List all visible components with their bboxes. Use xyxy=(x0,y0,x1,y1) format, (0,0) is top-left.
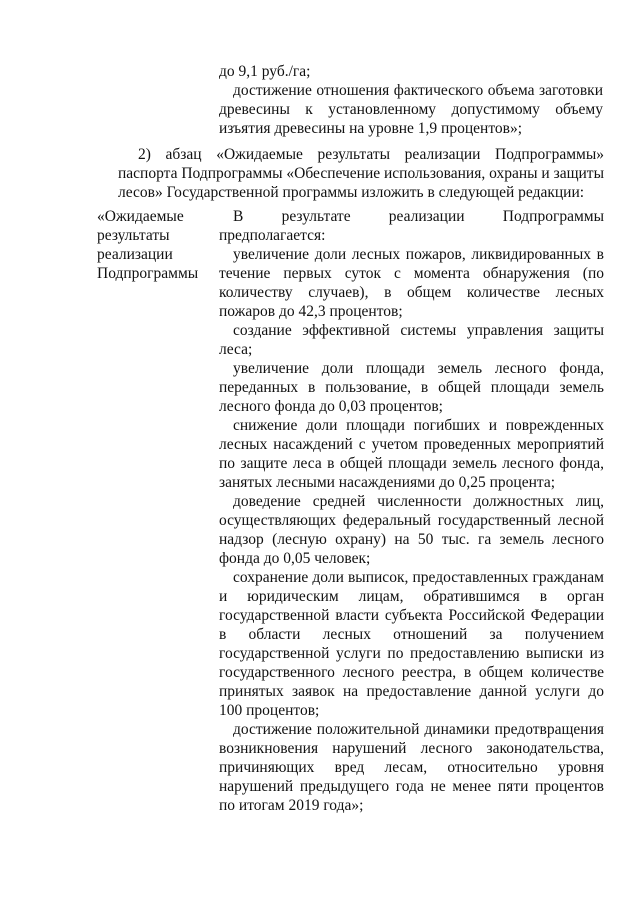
result-item-5: доведение средней численности должностных лиц, осуществляющих федеральный государственный лесной надзор (лесную охрану) на 50 тыс. га земель лесного фонда до 0,05 человек; xyxy=(219,493,604,567)
result-item-1: увеличение доли лесных пожаров, ликвидированных в течение первых суток с момента обнаружения (по количеству случаев), в общем количестве лесных пожаров до 42,3 процентов; xyxy=(219,246,604,320)
result-item-6: сохранение доли выписок, предоставленных гражданам и юридическим лицам, обратившимся в орган государственной власти субъекта Российской Федерации в области лесных отношений за получением государственной услуги по предоставлению выписки из государственного лесного реестра, в общем количестве принятых заявок на предоставление данной услуги до 100 процентов; xyxy=(219,569,604,719)
table-label-line-3: реализации xyxy=(97,246,173,263)
results-lead: В результате реализации Подпрограммы предполагается: xyxy=(219,208,604,244)
result-item-7: достижение положительной динамики предотвращения возникновения нарушений лесного законодательства, причиняющих вред лесам, относительно уровня нарушений предыдущего года не менее пяти процентов по итогам 2019 года»; xyxy=(219,721,604,814)
previous-item-2: достижение отношения фактического объема заготовки древесины к установленному допустимому объему изъятия древесины на уровне 1,9 процентов»; xyxy=(219,82,603,137)
previous-item-1: до 9,1 руб./га; xyxy=(219,63,311,80)
section-intro-text: 2) абзац «Ожидаемые результаты реализации Подпрограммы» паспорта Подпрограммы «Обеспечение использования, охраны и защиты лесов» Государственной программы изложить в следующей редакции: xyxy=(118,146,604,201)
table-label-line-1: «Ожидаемые xyxy=(97,208,184,225)
result-item-4: снижение доли площади погибших и поврежденных лесных насаждений с учетом проведенных мероприятий по защите леса в общей площади земель лесного фонда, занятых лесными насаждениями до 0,25 процента; xyxy=(219,417,604,491)
table-label-column xyxy=(97,207,215,283)
table-label-line-4: Подпрограммы xyxy=(97,265,199,282)
section-intro xyxy=(118,145,604,202)
previous-items-block xyxy=(219,62,603,138)
result-item-3: увеличение доли площади земель лесного фонда, переданных в пользование, в общей площади земель лесного фонда до 0,03 процентов; xyxy=(219,360,604,415)
result-item-2: создание эффективной системы управления защиты леса; xyxy=(219,322,604,358)
table-label-line-2: результаты xyxy=(97,227,170,244)
table-content-column xyxy=(219,207,604,815)
